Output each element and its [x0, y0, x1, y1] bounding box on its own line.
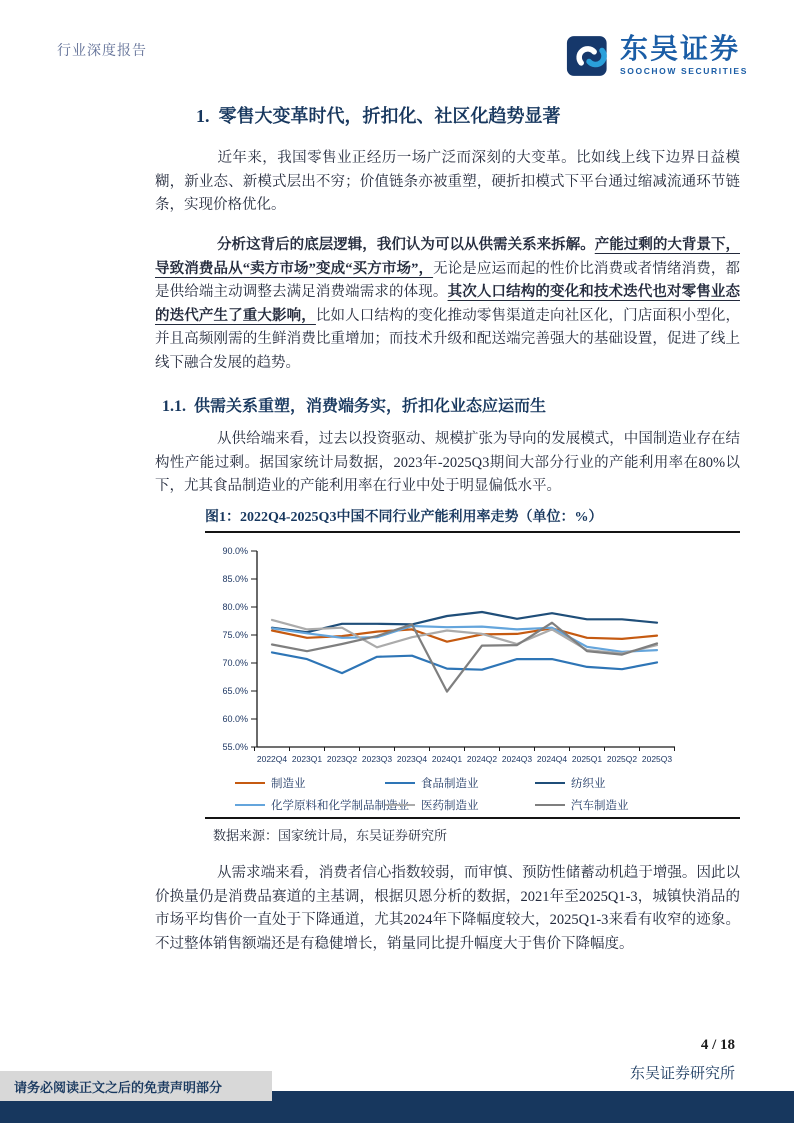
svg-text:75.0%: 75.0%: [222, 630, 248, 640]
legend-line-swatch: [535, 804, 565, 806]
svg-text:55.0%: 55.0%: [222, 742, 248, 752]
report-type-label: 行业深度报告: [57, 44, 147, 59]
paragraph-supply-demand-logic: [155, 234, 740, 376]
legend-label: 制造业: [271, 778, 306, 790]
svg-text:70.0%: 70.0%: [222, 658, 248, 668]
svg-text:60.0%: 60.0%: [222, 714, 248, 724]
text-run: 从供给端来看，过去以投资驱动、规模扩张为导向的发展模式，中国制造业存在结构性产能过剩。据国家统计局数据，2023年-2025Q3期间大部分行业的产能利用率在80%以下，尤其食品制造业的产能利用率在行业中处于明显偏低水平。: [155, 431, 740, 495]
svg-text:2023Q2: 2023Q2: [326, 754, 358, 764]
svg-text:2023Q4: 2023Q4: [396, 754, 428, 764]
text-run: 无论是应运而起的性价比消费或者情绪消费，都是供给端主动调整去满足消费端需求的体现。: [155, 260, 740, 301]
svg-text:2024Q4: 2024Q4: [536, 754, 568, 764]
text-run: 比如人口结构的变化推动零售渠道走向社区化，门店面积小型化，并且高频刚需的生鲜消费比重增加；而技术升级和配送端完善强大的基础设置，促进了线上线下融合发展的趋势。: [155, 307, 741, 371]
legend-item: [385, 773, 479, 793]
svg-text:2024Q1: 2024Q1: [431, 754, 463, 764]
section-1-heading: 1. 零售大变革时代，折扣化、社区化趋势显著: [196, 106, 561, 126]
paragraph-supply-side: [155, 428, 740, 499]
text-run: 从需求端来看，消费者信心指数较弱，而审慎、预防性储蓄动机趋于增强。因此以价换量仍是消费品赛道的主基调，根据贝恩分析的数据，2021年至2025Q1-3，城镇快消品的市场平均售价一直处于下降通道，尤其2024年下降幅度较大，2025Q1-3来看有收窄的迹象。不过整体销售额端还是有稳健增长，销量同比提升幅度大于售价下降幅度。: [155, 865, 740, 952]
svg-text:2025Q1: 2025Q1: [571, 754, 603, 764]
disclaimer-box: [0, 1071, 272, 1101]
legend-label: 医药制造业: [421, 800, 479, 812]
disclaimer-text: 请务必阅读正文之后的免责声明部分: [14, 1079, 223, 1095]
svg-text:90.0%: 90.0%: [222, 546, 248, 556]
brand-name-en: SOOCHOW SECURITIES: [620, 66, 748, 77]
chart-legend: [205, 773, 740, 817]
legend-item: [535, 795, 629, 815]
legend-line-swatch: [535, 782, 565, 784]
svg-text:2023Q1: 2023Q1: [291, 754, 323, 764]
legend-item: [235, 773, 306, 793]
paragraph-retail-change: [155, 147, 740, 218]
page-indicator: 4 / 18: [700, 1037, 735, 1053]
svg-text:2022Q4: 2022Q4: [256, 754, 288, 764]
svg-text:85.0%: 85.0%: [222, 574, 248, 584]
brand-logo: [566, 32, 748, 80]
capacity-utilization-line-chart: [205, 535, 740, 773]
legend-line-swatch: [235, 804, 265, 806]
text-run: 其次人口结构的变化和技术迭代也对零售业态的迭代产生了重大影响，: [155, 284, 740, 324]
soochow-logo-icon: [566, 32, 614, 80]
figure-source: 数据来源：国家统计局，东吴证券研究所: [213, 828, 448, 843]
legend-line-swatch: [385, 804, 415, 806]
section-1-1-heading: 1.1. 供需关系重塑，消费端务实，折扣化业态应运而生: [162, 398, 547, 415]
text-run: 分析这背后的底层逻辑，我们认为可以从供需关系来拆解。: [217, 237, 595, 253]
brand-text: [620, 36, 748, 76]
legend-label: 化学原料和化学制品制造业: [271, 800, 409, 812]
svg-text:2024Q2: 2024Q2: [466, 754, 498, 764]
figure-top-rule: [205, 531, 740, 533]
institute-name: 东吴证券研究所: [629, 1066, 735, 1082]
text-run: 近年来，我国零售业正经历一场广泛而深刻的大变革。比如线上线下边界日益模糊，新业态、新模式层出不穷；价值链条亦被重塑，硬折扣模式下平台通过缩减流通环节链条，实现价格优化。: [155, 150, 740, 214]
legend-item: [535, 773, 606, 793]
figure-1: [205, 506, 740, 844]
legend-label: 食品制造业: [421, 778, 479, 790]
paragraph-demand-side: [155, 862, 740, 956]
brand-name-cn: 东吴证券: [620, 34, 741, 66]
svg-text:80.0%: 80.0%: [222, 602, 248, 612]
legend-line-swatch: [235, 782, 265, 784]
legend-label: 纺织业: [571, 778, 606, 790]
legend-item: [235, 795, 409, 815]
svg-text:2025Q3: 2025Q3: [641, 754, 673, 764]
svg-text:2023Q3: 2023Q3: [361, 754, 393, 764]
text-run: 产能过剩的大背景下，导致消费品从“卖方市场”变成“买方市场”，: [155, 237, 740, 277]
svg-text:2024Q3: 2024Q3: [501, 754, 533, 764]
figure-1-title: 图1：2022Q4-2025Q3中国不同行业产能利用率走势（单位：%）: [205, 510, 603, 525]
legend-item: [385, 795, 479, 815]
svg-text:2025Q2: 2025Q2: [606, 754, 638, 764]
legend-line-swatch: [385, 782, 415, 784]
legend-label: 汽车制造业: [571, 800, 629, 812]
svg-text:65.0%: 65.0%: [222, 686, 248, 696]
